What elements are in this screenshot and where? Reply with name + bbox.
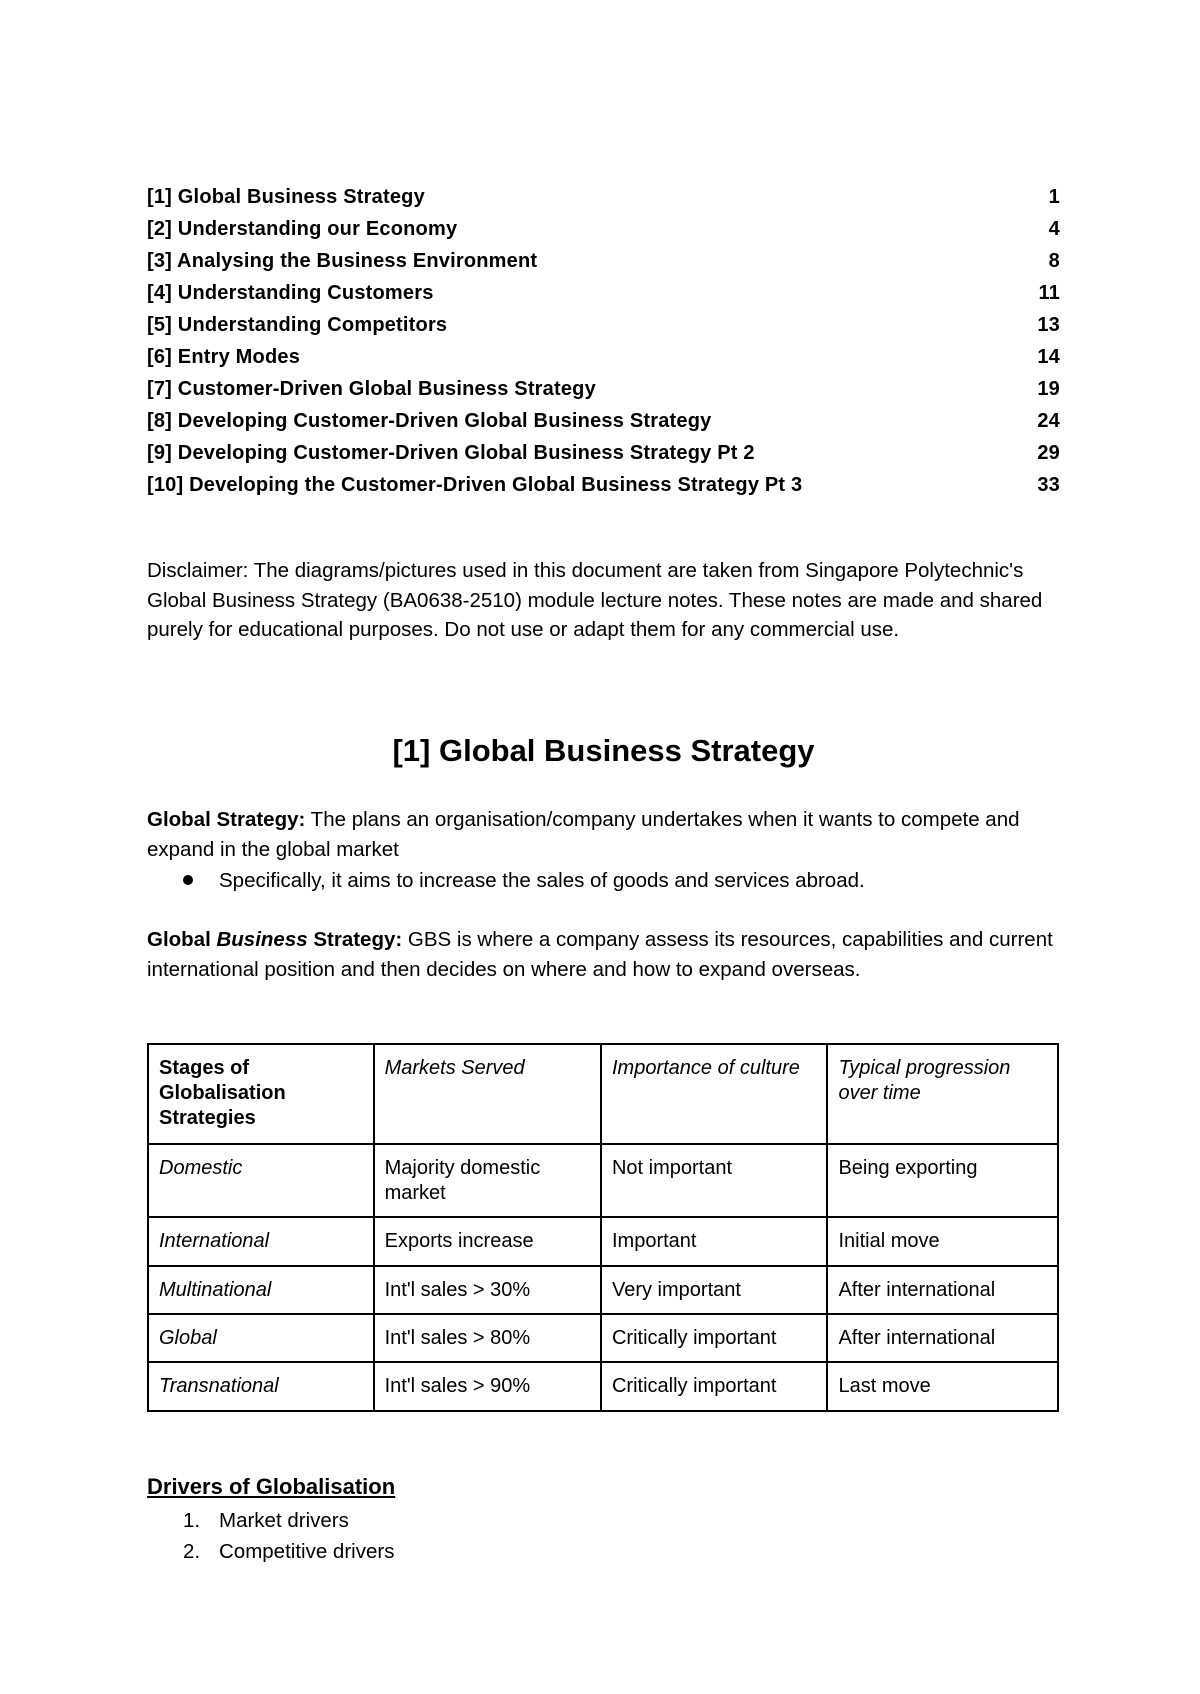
list-item-label: Market drivers (219, 1509, 349, 1532)
table-cell: Global (148, 1314, 374, 1362)
list-number: 1. (183, 1509, 201, 1532)
term-part-italic: Business (216, 928, 308, 951)
table-row (148, 1144, 1058, 1217)
term-part: Strategy: (307, 928, 403, 951)
toc-page-number: 29 (1037, 442, 1060, 464)
toc-label: [9] Developing Customer-Driven Global Business Strategy Pt 2 (147, 442, 755, 464)
list-item (183, 1536, 394, 1567)
table-row (148, 1314, 1058, 1362)
bullet-item (183, 866, 865, 896)
section-heading: [1] Global Business Strategy (392, 733, 815, 768)
toc-page-number: 8 (1048, 250, 1060, 272)
table-header-cell: Importance of culture (601, 1044, 827, 1144)
table-cell: International (148, 1217, 374, 1266)
table-header-row (148, 1044, 1058, 1144)
gbs-definition (147, 925, 1060, 984)
toc-label: [4] Understanding Customers (147, 282, 434, 304)
drivers-heading: Drivers of Globalisation (147, 1474, 396, 1499)
list-item (183, 1505, 394, 1536)
table-row (148, 1217, 1058, 1266)
toc-page-number: 19 (1037, 378, 1060, 400)
table-cell: After international (827, 1266, 1058, 1314)
disclaimer-text: Disclaimer: The diagrams/pictures used in this document are taken from Singapore Polytechnic's Global Business Strategy (BA0638-2510) module lecture notes. These notes are made and shared purely for educational purposes. Do not use or adapt them for any commercial use. (147, 559, 1043, 641)
table-cell: Critically important (601, 1314, 827, 1362)
term-part: Global (147, 928, 217, 951)
table-cell: Int'l sales > 80% (374, 1314, 601, 1362)
toc-label: [1] Global Business Strategy (147, 186, 425, 208)
bullet-icon (183, 875, 193, 885)
toc-entry[interactable] (147, 410, 1060, 442)
definition-term: Global Strategy: (147, 808, 306, 831)
table-cell: Being exporting (827, 1144, 1058, 1217)
table-cell: Majority domestic market (374, 1144, 601, 1217)
toc-label: [3] Analysing the Business Environment (147, 250, 538, 272)
globalisation-stages-table (147, 1043, 1059, 1412)
toc-page-number: 14 (1037, 346, 1060, 368)
drivers-list (183, 1505, 394, 1567)
definition-text: GBS is where a company assess its resources, capabilities and current international position and then decides on where and how to expand overseas. (147, 928, 1053, 981)
table-cell: Transnational (148, 1362, 374, 1411)
table-header-cell: Markets Served (374, 1044, 601, 1144)
toc-label: [8] Developing Customer-Driven Global Business Strategy (147, 410, 712, 432)
definition-text: The plans an organisation/company undertakes when it wants to compete and expand in the global market (147, 808, 1020, 861)
toc-page-number: 1 (1048, 186, 1060, 208)
toc-label: [2] Understanding our Economy (147, 218, 458, 240)
table-of-contents (147, 186, 1060, 506)
table-row (148, 1362, 1058, 1411)
global-strategy-definition (147, 805, 1060, 864)
table-cell: Int'l sales > 30% (374, 1266, 601, 1314)
toc-entry[interactable] (147, 250, 1060, 282)
table-cell: Exports increase (374, 1217, 601, 1266)
toc-label: [6] Entry Modes (147, 346, 301, 368)
table-row (148, 1266, 1058, 1314)
toc-page-number: 11 (1038, 282, 1060, 304)
table-cell: Very important (601, 1266, 827, 1314)
toc-entry[interactable] (147, 314, 1060, 346)
list-item-label: Competitive drivers (219, 1540, 395, 1563)
toc-entry[interactable] (147, 346, 1060, 378)
table-header-cell: Typical progression over time (827, 1044, 1058, 1144)
toc-page-number: 4 (1048, 218, 1060, 240)
table-header-cell: Stages of Globalisation Strategies (148, 1044, 374, 1144)
toc-page-number: 33 (1037, 474, 1060, 496)
toc-entry[interactable] (147, 378, 1060, 410)
toc-label: [10] Developing the Customer-Driven Global Business Strategy Pt 3 (147, 474, 803, 496)
toc-entry[interactable] (147, 186, 1060, 218)
table-cell: Last move (827, 1362, 1058, 1411)
toc-label: [7] Customer-Driven Global Business Strategy (147, 378, 596, 400)
toc-entry[interactable] (147, 218, 1060, 250)
list-number: 2. (183, 1540, 201, 1563)
toc-entry[interactable] (147, 474, 1060, 506)
table-cell: Multinational (148, 1266, 374, 1314)
table-cell: Not important (601, 1144, 827, 1217)
toc-entry[interactable] (147, 282, 1060, 314)
table-cell: Int'l sales > 90% (374, 1362, 601, 1411)
table-cell: Important (601, 1217, 827, 1266)
table-cell: Initial move (827, 1217, 1058, 1266)
table-cell: After international (827, 1314, 1058, 1362)
toc-page-number: 24 (1037, 410, 1060, 432)
toc-entry[interactable] (147, 442, 1060, 474)
toc-label: [5] Understanding Competitors (147, 314, 448, 336)
toc-page-number: 13 (1037, 314, 1060, 336)
table-cell: Critically important (601, 1362, 827, 1411)
bullet-text: Specifically, it aims to increase the sales of goods and services abroad. (219, 869, 865, 892)
definition-term (147, 928, 402, 951)
table-cell: Domestic (148, 1144, 374, 1217)
